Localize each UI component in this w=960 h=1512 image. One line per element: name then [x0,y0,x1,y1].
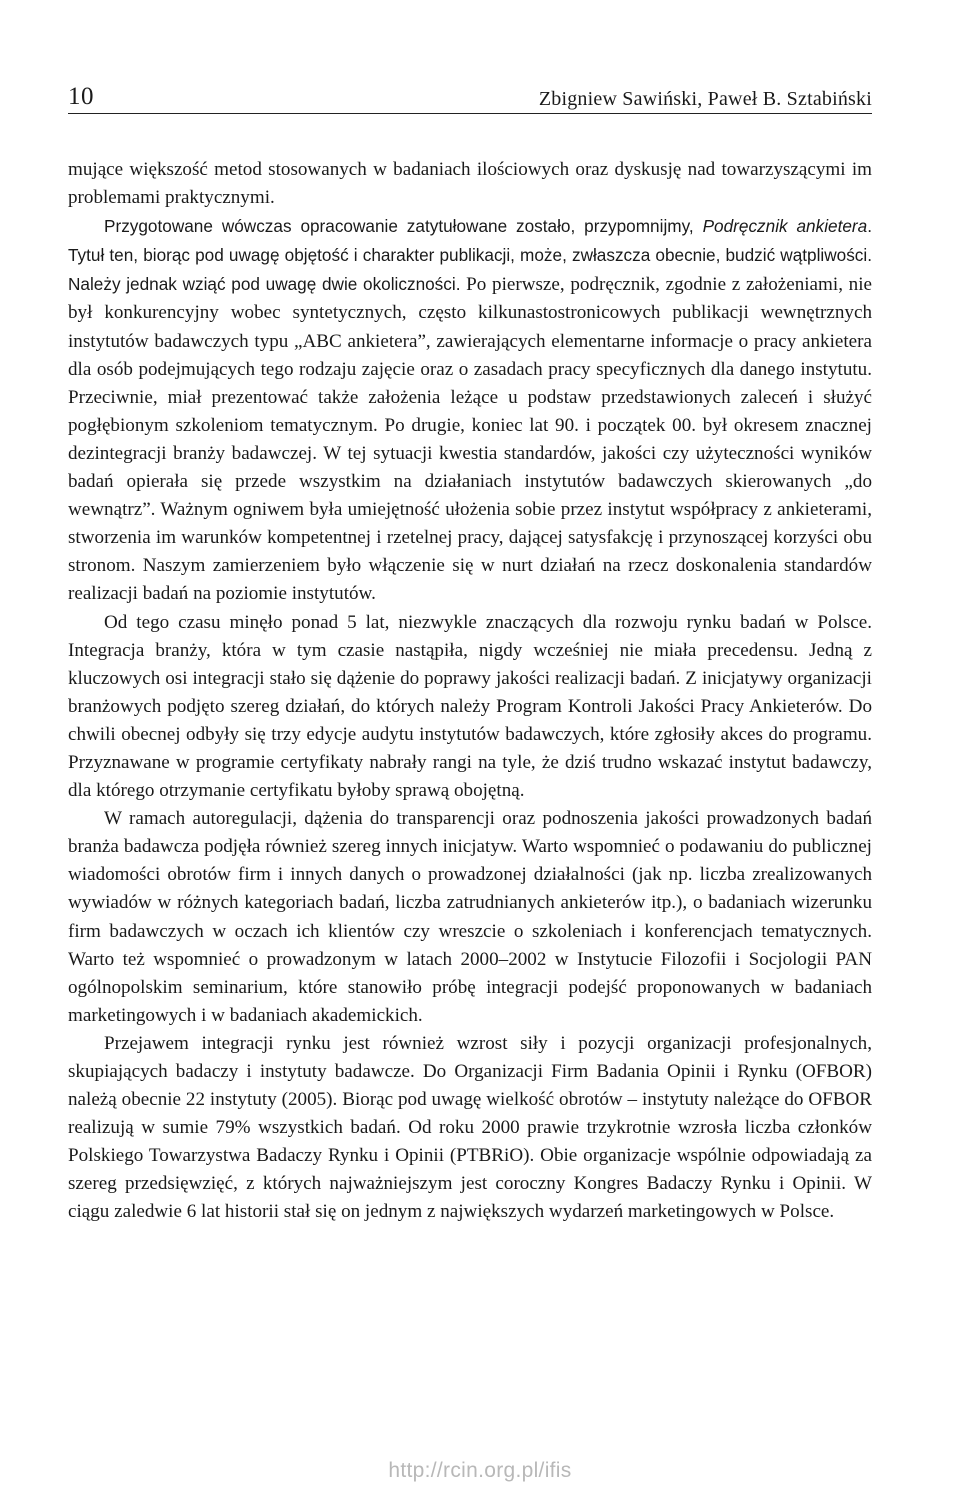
running-head: Zbigniew Sawiński, Paweł B. Sztabiński [538,88,872,110]
page-header [68,78,872,114]
page-number: 10 [68,83,94,110]
paragraph-3: Od tego czasu minęło ponad 5 lat, niezwykle znaczących dla rozwoju rynku badań w Polsce. Integracja branży, która w tym czasie nastąpiła, nigdy wcześniej nie miała precedensu. Jedną z kluczowych osi integracji stało się dążenie do poprawy jakości realizacji badań. Z inicjatywy organizacji branżowych podjęto szereg działań, do których należy Program Kontroli Jakości Pracy Ankieterów. Do chwili obecnej odbyły się trzy edycje audytu instytutów badawczych, które zgłosiły akces do programu. Przyznawane w programie certyfikaty nabrały rangi na tyle, że dziś trudno wskazać instytut badawczy, dla którego otrzymanie certyfikatu byłoby sprawą obojętną. [68,611,872,802]
paragraph-2 [68,212,872,608]
paragraph-2-intro: Przygotowane wówczas opracowanie zatytułowane zostało, przypomnijmy, [104,216,703,237]
source-url-watermark: http://rcin.org.pl/ifis [388,1459,572,1482]
body-text [68,156,872,1227]
paragraph-4: W ramach autoregulacji, dążenia do transparencji oraz podnoszenia jakości prowadzonych badań branża badawcza podjęła również szereg innych inicjatyw. Warto wspomnieć o podawaniu do publicznej wiadomości obrotów firm i innych danych o prowadzonej działalności (jak np. liczba zrealizowanych wywiadów w różnych kategoriach badań, liczba zatrudnianych ankieterów itp.), o badaniach wizerunku firm badawczych w oczach ich klientów czy wreszcie o szkoleniach i konferencjach tematycznych. Warto też wspomnieć o prowadzonym w latach 2000–2002 w Instytucie Filozofii i Socjologii PAN ogólnopolskim seminarium, które stanowiło próbę integracji podejść proponowanych w badaniach marketingowych i w badaniach akademickich. [68,808,872,1026]
book-title: Podręcznik ankietera [702,216,868,237]
paragraph-2-rest: Po pierwsze, podręcznik, zgodnie z założeniami, nie był konkurencyjny wobec syntetycznych, często kilkunastostronicowych publikacji wewnętrznych instytutów badawczych typu „ABC ankietera”, zawierających elementarne informacje o pracy ankietera dla osób podejmujących tego rodzaju zajęcie oraz o zasadach pracy specyficznych dla danego instytutu. Przeciwnie, miał prezentować także założenia leżące u podstaw przedstawionych zaleceń i służyć pogłębionym szkoleniom tematycznym. Po drugie, koniec lat 90. i początek 00. był okresem znacznej dezintegracji branży badawczej. W tej sytuacji kwestia standardów, jakości czy użyteczności wyników badań opierała się przede wszystkim na działaniach instytutów badawczych skierowanych „do wewnątrz”. Ważnym ogniwem była umiejętność ułożenia sobie przez instytut współpracy z ankieterami, stworzenia im warunków kompetentnej i rzetelnej pracy, dającej satysfakcję i przynoszącej korzyści obu stronom. Naszym zamierzeniem było włączenie się w nurt działań na rzecz doskonalenia standardów realizacji badań na poziomie instytutów. [68,274,872,605]
paragraph-1: mujące większość metod stosowanych w badaniach ilościowych oraz dyskusję nad towarzyszącymi im problemami praktycznymi. [68,159,872,209]
paragraph-5: Przejawem integracji rynku jest również wzrost siły i pozycji organizacji profesjonalnych, skupiających badaczy i instytuty badawcze. Do Organizacji Firm Badania Opinii i Rynku (OFBOR) należą obecnie 22 instytuty (2005). Biorąc pod uwagę wielkość obrotów – instytuty należące do OFBOR realizują w sumie 79% wszystkich badań. Od roku 2000 prawie trzykrotnie wzrosła liczba członków Polskiego Towarzystwa Badaczy Rynku i Opinii (PTBRiO). Obie organizacje wspólnie odpowiadają za szereg przedsięwzięć, z których najważniejszym jest coroczny Kongres Badaczy Rynku i Opinii. W ciągu zaledwie 6 lat historii stał się on jednym z największych wydarzeń marketingowych w Polsce. [68,1032,872,1223]
paragraph-2-continued: . Tytuł ten, biorąc pod uwagę objętość i charakter publikacji, może, zwłaszcza obecnie, budzić wątpliwości. Należy jednak wziąć pod uwagę dwie okoliczności. [68,216,872,295]
